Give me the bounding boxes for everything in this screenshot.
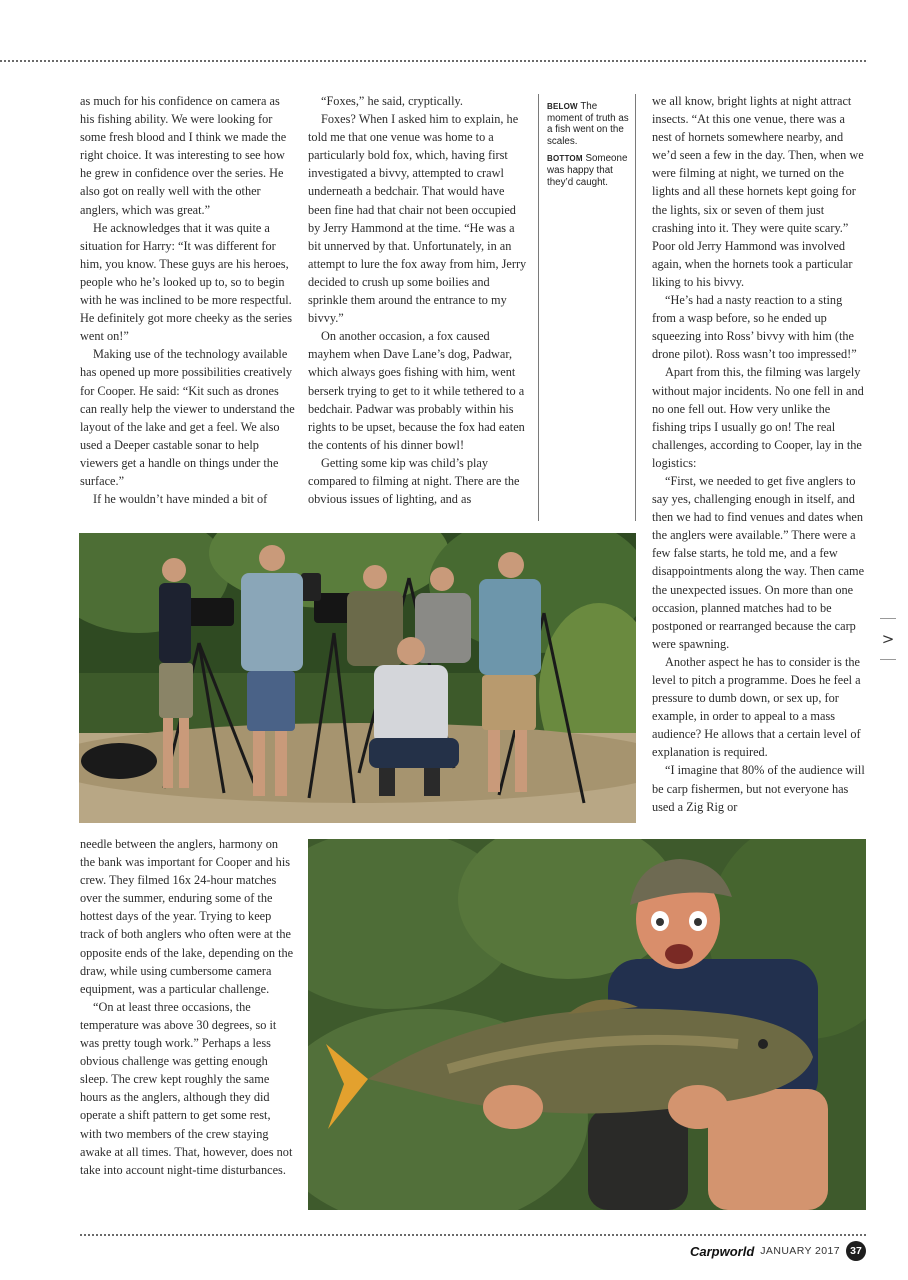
caption-tag: BELOW (547, 102, 578, 111)
paragraph: “Foxes,” he said, cryptically. (321, 94, 463, 108)
paragraph: we all know, bright lights at night attract insects. “At this one venue, there was a nest of hornets somewhere nearby, and we’d seen a few in the day. Then, when we were filming at night, we turned on the lights and all these hornets kept going for the lights, six or seven of them just crashing into it. They were quite scary.” Poor old Jerry Hammond was involved again, when the hornets took a particular liking to his bivvy. (652, 94, 864, 289)
page-footer (690, 1241, 866, 1261)
paragraph: Getting some kip was child’s play compared to filming at night. There are the obvious issues of lighting, and as (308, 455, 520, 507)
page-number: 37 (846, 1241, 866, 1261)
paragraph: “On at least three occasions, the temperature was above 30 degrees, so it was pretty tough work.” Perhaps a less obvious challenge was getting enough sleep. The crew kept roughly the same hours as the anglers, although they did operate a shift pattern to get some rest, with two members of the crew staying awake at all times. That, however, does not take into account night-time disturbances. (80, 999, 293, 1177)
article-column-2 (308, 92, 528, 508)
paragraph: “He’s had a nasty reaction to a sting from a wasp before, so he ended up squeezing into Ross’ bivvy with him (the drone pilot). Ross wasn’t too impressed!” (652, 293, 857, 362)
column-divider (635, 94, 636, 521)
paragraph: Foxes? When I asked him to explain, he told me that one venue was home to a particularly bold fox, which, having first investigated a bivvy, attempted to crawl underneath a bedchair. That would have been fine had that chair not been occupied by Jerry Hammond at the time. “He was a bit unnerved by that. Unfortunately, in an attempt to lure the fox away from him, Jerry decided to crush up some boilies and sprinkle them around the entrance to my bivvy.” (308, 112, 527, 326)
next-page-arrow-icon[interactable]: > (880, 618, 896, 660)
paragraph: “I imagine that 80% of the audience will be carp fishermen, but not everyone has used a Zig Rig or (652, 763, 865, 814)
paragraph: Another aspect he has to consider is the level to pitch a programme. Does he feel a pressure to dumb down, or sex up, for example, in order to appeal to a mass audience? He allows that a certain level of explanation is required. (652, 654, 861, 760)
paragraph: Apart from this, the filming was largely without major incidents. No one fell in and no one fell out. How very unlike the fishing trips I usually go on! The real challenges, according to Cooper, lay in the logistics: (652, 365, 864, 470)
top-dotted-rule (0, 60, 866, 62)
paragraph: If he wouldn’t have minded a bit of (93, 492, 268, 507)
film-crew-photo (79, 533, 636, 823)
photo-captions (547, 101, 629, 194)
paragraph: Making use of the technology available has opened up more possibilities creatively for Cooper. He said: “Kit such as drones can really help the viewer to understand the layout of the lake and get a feel. We also used a Deeper castable sonar to help viewers get a handle on things under the surface.” (80, 347, 295, 488)
paragraph: On another occasion, a fox caused mayhem when Dave Lane’s dog, Padwar, which always goes fishing with him, went berserk trying to get to it while tethered to a bedchair. Padwar was probably within his rights to be upset, because the fox had eaten the contents of his dinner bowl! (308, 329, 525, 452)
paragraph: as much for his confidence on camera as his fishing ability. We were looking for some fresh blood and I think we made the right choice. It was interesting to see how he grew in confidence over the series. He also got on really well with the other anglers, which was great.” (80, 94, 287, 217)
article-column-1 (80, 92, 297, 508)
paragraph: “First, we needed to get five anglers to say yes, challenging enough in itself, and then we had to find venues and dates when the anglers were available.” There were a few false starts, he told me, and a few disappointments along the way. Then came the unexpected issues. On more than one occasion, planned matches had to be postponed or rearranged because the carp were spawning. (652, 473, 865, 651)
column-divider (538, 94, 539, 521)
caption-below (547, 101, 629, 147)
caption-bottom (547, 153, 629, 188)
caption-text: The moment of truth as a fish went on the scales. (547, 101, 629, 147)
caption-tag: BOTTOM (547, 154, 583, 164)
magazine-brand: Carpworld (689, 1243, 755, 1259)
article-column-4 (652, 92, 867, 816)
caption-text: Someone was happy that they’d caught. (547, 153, 628, 188)
angler-with-carp-photo (308, 839, 866, 1210)
issue-date: JANUARY 2017 (760, 1245, 840, 1257)
article-column-5 (80, 835, 295, 1179)
paragraph: He acknowledges that it was quite a situation for Harry: “It was different for him, you know. These guys are his heroes, people who he’s looked up to, so to begin with he was inclined to be more respectful. He definitely got more cheeky as the series went on!” (80, 220, 293, 344)
paragraph: needle between the anglers, harmony on the bank was important for Cooper and his crew. They filmed 16x 24-hour matches over the summer, enduring some of the hottest days of the year. Trying to keep track of both anglers who often were at the opposite ends of the lake, depending on the draw, while using cumbersome camera equipment, was a particular challenge. (80, 837, 294, 996)
bottom-dotted-rule (80, 1234, 866, 1236)
